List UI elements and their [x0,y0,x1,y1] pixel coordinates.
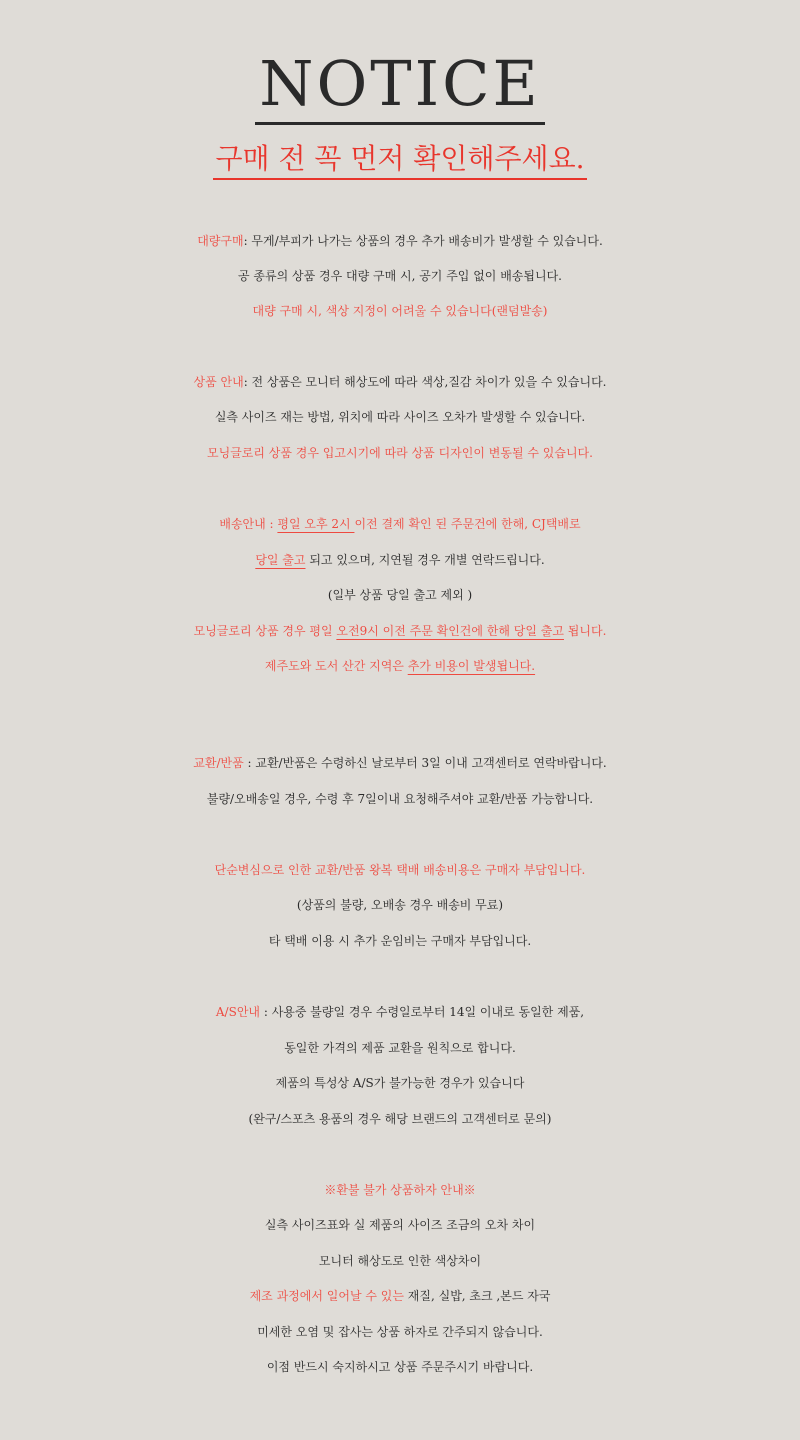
shipping-line-5: 제주도와 도서 산간 지역은 추가 비용이 발생됩니다. [264,659,536,673]
as-line-3: 제품의 특성상 A/S가 불가능한 경우가 있습니다 [275,1076,525,1090]
shipping-line-4: 모닝글로리 상품 경우 평일 오전9시 이전 주문 확인건에 한해 당일 출고 됩니다. [193,624,607,638]
as-label: A/S안내 [215,1005,261,1019]
bulk-line-3: 대량 구매 시, 색상 지정이 어려울 수 있습니다(랜덤발송) [252,304,548,318]
product-line-1: 상품 안내: 전 상품은 모니터 해상도에 따라 색상,질감 차이가 있을 수 있습니다. [193,375,607,389]
refund-line-2: 실측 사이즈표와 실 제품의 사이즈 조금의 오차 차이 [264,1218,536,1232]
exchange-line-4: (상품의 불량, 오배송 경우 배송비 무료) [296,898,504,912]
bulk-line-2: 공 종류의 상품 경우 대량 구매 시, 공기 주입 없이 배송됩니다. [238,269,562,283]
exchange-line-3: 단순변심으로 인한 교환/반품 왕복 택배 배송비용은 구매자 부담입니다. [214,863,586,877]
exchange-line-5: 타 택배 이용 시 추가 운임비는 구매자 부담입니다. [268,934,532,948]
notice-title: NOTICE [0,48,800,125]
refund-line-4: 제조 과정에서 일어날 수 있는 재질, 실밥, 초크 ,본드 자국 [249,1289,551,1303]
product-line-2: 실측 사이즈 재는 방법, 위치에 따라 사이즈 오차가 발생할 수 있습니다. [214,410,586,424]
exchange-line-2: 불량/오배송일 경우, 수령 후 7일이내 요청해주셔야 교환/반품 가능합니다. [206,792,594,806]
notice-subtitle: 구매 전 꼭 먼저 확인해주세요. [0,140,800,180]
refund-line-5: 미세한 오염 및 잡사는 상품 하자로 간주되지 않습니다. [257,1325,543,1339]
as-line-1: A/S안내 : 사용중 불량일 경우 수령일로부터 14일 이내로 동일한 제품, [215,1005,585,1019]
shipping-line-3: (일부 상품 당일 출고 제외 ) [327,588,473,602]
refund-heading: ※환불 불가 상품하자 안내※ [324,1183,476,1197]
refund-line-3: 모니터 해상도로 인한 색상차이 [318,1254,482,1268]
bulk-label: 대량구매 [197,234,244,248]
as-line-2: 동일한 가격의 제품 교환을 원칙으로 합니다. [284,1041,516,1055]
product-label: 상품 안내 [193,375,244,389]
shipping-line-1: 배송안내 : 평일 오후 2시 이전 결제 확인 된 주문건에 한해, CJ택배로 [219,517,581,531]
exchange-line-1: 교환/반품 : 교환/반품은 수령하신 날로부터 3일 이내 고객센터로 연락바랍니다. [193,756,607,770]
shipping-line-2: 당일 출고 되고 있으며, 지연될 경우 개별 연락드립니다. [255,553,545,567]
refund-line-6: 이점 반드시 숙지하시고 상품 주문주시기 바랍니다. [266,1360,534,1374]
product-line-3: 모닝글로리 상품 경우 입고시기에 따라 상품 디자인이 변동될 수 있습니다. [207,446,593,460]
bulk-line-1: 대량구매: 무게/부피가 나가는 상품의 경우 추가 배송비가 발생할 수 있습니다. [197,234,603,248]
exchange-label: 교환/반품 [193,756,244,770]
shipping-label: 배송안내 : [219,517,278,531]
as-line-4: (완구/스포츠 용품의 경우 해당 브랜드의 고객센터로 문의) [248,1112,552,1126]
